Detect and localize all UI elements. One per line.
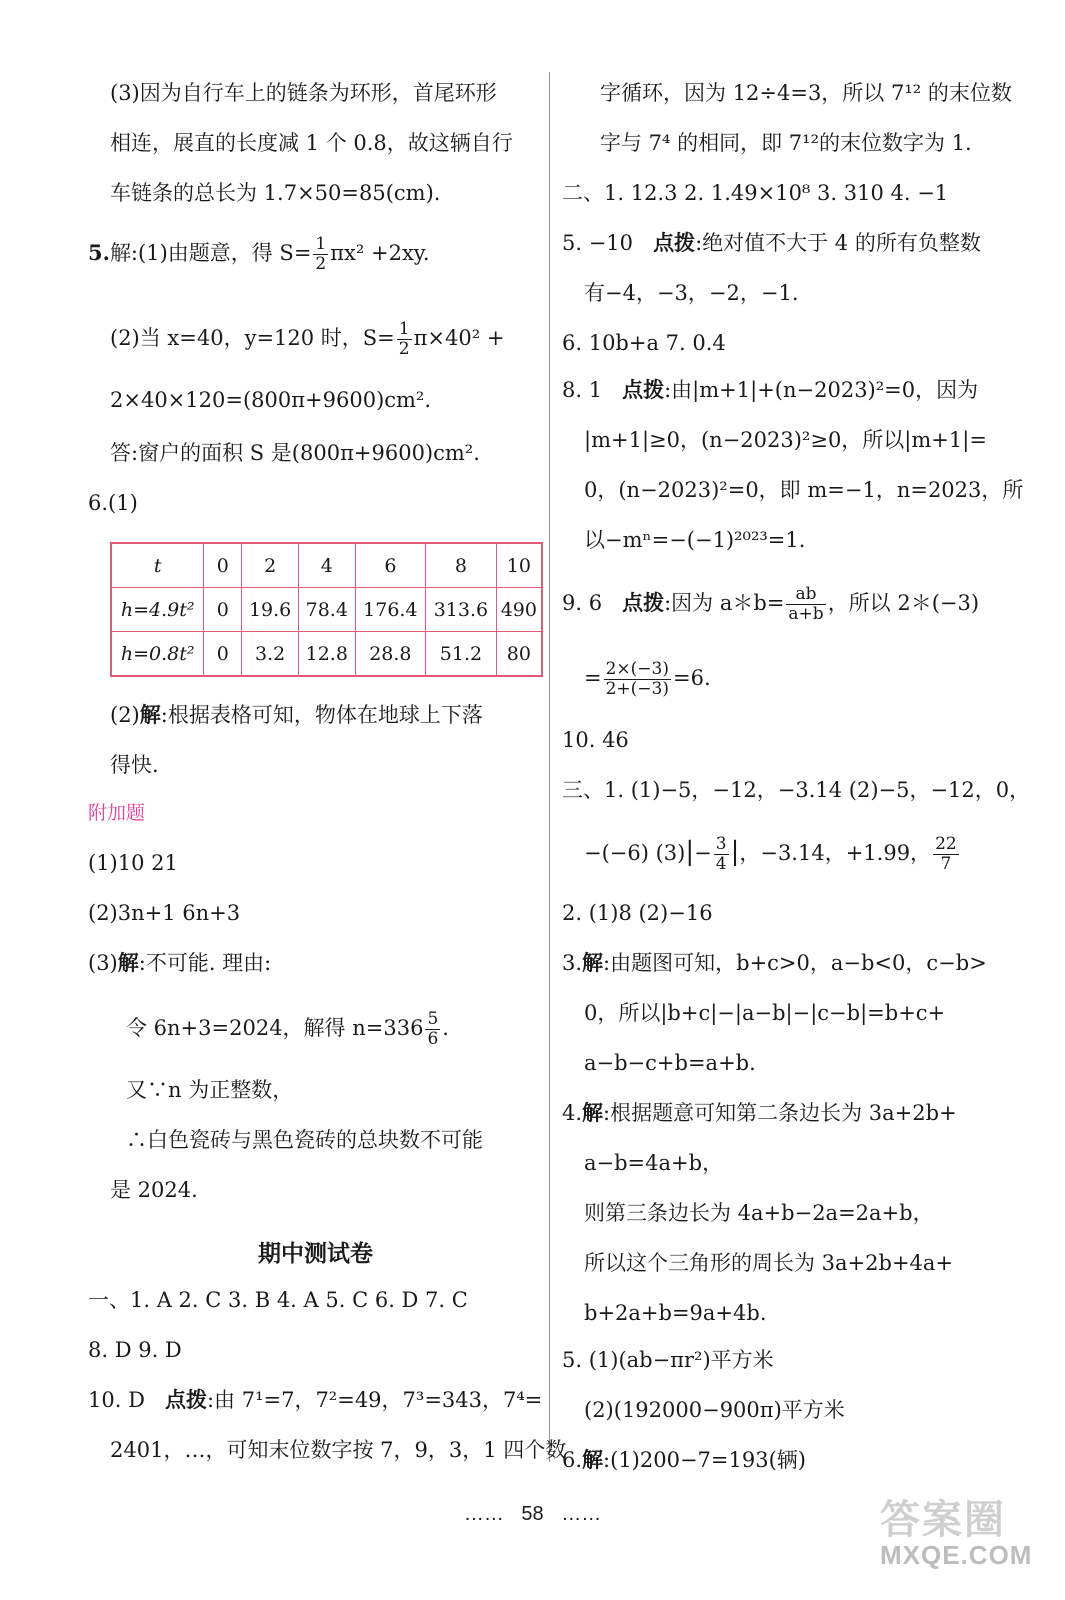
answer-5-line	[88, 235, 430, 274]
text-line: 又∵n 为正整数，	[126, 1078, 294, 1102]
text-line: 2×40×120=(800π+9600)cm².	[110, 388, 432, 412]
text-line: 0，所以|b+c|−|a−b|−|c−b|=b+c+	[584, 1001, 946, 1025]
text: 3.	[562, 951, 583, 975]
text-line: 有−4，−3，−2，−1.	[584, 281, 799, 305]
watermark-logo	[880, 1488, 1033, 1578]
fraction	[425, 1010, 440, 1049]
table-cell: 12.8	[298, 632, 355, 677]
table-cell: 4	[298, 543, 355, 588]
fraction	[933, 835, 959, 874]
text: ，−3.14，+1.99，	[739, 841, 932, 865]
table-row	[111, 632, 542, 677]
text-line: 5. (1)(ab−πr²)平方米	[562, 1348, 774, 1372]
text: (2)当 x=40，y=120 时，S=	[110, 326, 395, 350]
text-line: (2)(192000−900π)平方米	[584, 1398, 845, 1422]
text: (3)	[88, 951, 118, 975]
table-cell: 51.2	[426, 632, 497, 677]
table-cell: 176.4	[355, 588, 426, 632]
table-cell: 6	[355, 543, 426, 588]
hint-label: 点拨	[622, 590, 665, 615]
text-line: 2. (1)8 (2)−16	[562, 901, 713, 925]
table-cell: 80	[496, 632, 542, 677]
text-line: ∴白色瓷砖与黑色瓷砖的总块数不可能	[126, 1128, 483, 1152]
text-line: 相连，展直的长度减 1 个 0.8，故这辆自行	[110, 131, 513, 155]
table-cell: 2	[242, 543, 299, 588]
text-line: 答:窗户的面积 S 是(800π+9600)cm².	[110, 441, 480, 465]
text: 令 6n+3=2024，解得 n=336	[126, 1016, 424, 1040]
table-cell: h=4.9t²	[111, 588, 204, 632]
extra-section-title: 附加题	[88, 802, 146, 824]
text-line: −(−6) (3)|− $\frac{3}{4}$ |，−3.14，+1.99， $\frac{22}{7}$	[584, 834, 957, 874]
fraction	[714, 835, 729, 874]
denominator: a+b	[788, 604, 824, 624]
table-cell: 78.4	[298, 588, 355, 632]
table-cell: 3.2	[242, 632, 299, 677]
text-line: 是 2024.	[110, 1178, 198, 1202]
text-line	[88, 948, 271, 978]
page-number: 58	[521, 1503, 544, 1525]
text-line: b+2a+b=9a+4b.	[584, 1301, 767, 1325]
text: 6.	[562, 1448, 583, 1472]
solution-label: 解	[582, 1447, 604, 1472]
text-line	[110, 320, 504, 359]
text: π×40² +	[413, 326, 505, 350]
text-line: (3)因为自行车上的链条为环形，首尾环形	[110, 81, 497, 105]
text-line: 车链条的总长为 1.7×50=85(cm).	[110, 181, 441, 205]
text: 10. D	[88, 1388, 145, 1412]
column-divider	[549, 72, 550, 1462]
text-line: 则第三条边长为 4a+b−2a=2a+b，	[584, 1201, 934, 1225]
text: =	[584, 666, 602, 690]
table-row	[111, 588, 542, 632]
text: :根据表格可知，物体在地球上下落	[160, 703, 483, 727]
fraction	[786, 585, 825, 624]
text: 5. −10	[562, 231, 634, 255]
text-line: a−b=4a+b，	[584, 1151, 724, 1175]
table-cell: 490	[496, 588, 542, 632]
solution-label: 解	[582, 950, 604, 975]
text: 解:(1)由题意，得 S=	[109, 241, 312, 265]
text-line: 得快.	[110, 753, 159, 777]
dots: ……	[561, 1503, 602, 1525]
text-line	[110, 700, 483, 730]
text: 4.	[562, 1101, 583, 1125]
text: :因为 a＊b=	[664, 591, 785, 615]
denominator: 7	[940, 854, 952, 874]
text: (2)	[110, 703, 140, 727]
item-number: 5.	[88, 240, 110, 265]
numerator: 3	[715, 834, 727, 854]
text-line: a−b−c+b=a+b.	[584, 1051, 756, 1075]
hint-label: 点拨	[622, 377, 665, 402]
numerator: 2×(−3)	[605, 659, 669, 679]
text-line: 字循环，因为 12÷4=3，所以 7¹² 的末位数	[600, 81, 1012, 105]
text: −(−6) (3)	[584, 841, 686, 865]
text: :不可能. 理由:	[138, 951, 272, 975]
text: ，所以 2＊(−3)	[827, 591, 980, 615]
text-line	[562, 948, 987, 978]
fraction	[604, 660, 671, 699]
text-line: 8. D 9. D	[88, 1338, 182, 1362]
denominator: 2	[398, 339, 410, 359]
text-line	[562, 228, 981, 258]
text-line	[584, 660, 711, 699]
table-cell: 0	[204, 588, 242, 632]
hint-label: 点拨	[164, 1387, 207, 1412]
table-row	[111, 543, 542, 588]
numerator: ab	[786, 585, 825, 605]
text-line: 以−mⁿ=−(−1)²⁰²³=1.	[584, 528, 806, 552]
text-line: 10. 46	[562, 728, 629, 752]
text-line: (1)10 21	[88, 851, 178, 875]
dots: ……	[463, 1503, 504, 1525]
text: :由题图可知，b+c>0，a−b<0，c−b>	[603, 951, 987, 975]
table-cell: 19.6	[242, 588, 299, 632]
text-line	[562, 1098, 957, 1128]
table-cell: h=0.8t²	[111, 632, 204, 677]
data-table	[110, 542, 543, 677]
denominator: 2+(−3)	[605, 679, 669, 699]
text-line	[562, 1445, 806, 1475]
text: 9. 6	[562, 591, 603, 615]
text: :根据题意可知第二条边长为 3a+2b+	[603, 1101, 957, 1125]
denominator: 2	[315, 254, 327, 274]
text-line: (2)3n+1 6n+3	[88, 901, 241, 925]
text-line	[562, 375, 978, 405]
watermark-url: MXQE.COM	[880, 1540, 1033, 1570]
fraction	[313, 235, 328, 274]
table-cell: 0	[204, 632, 242, 677]
watermark-text: 答案圈	[880, 1498, 1006, 1542]
numerator: 5	[427, 1009, 439, 1029]
text: =6.	[673, 666, 711, 690]
denominator: 6	[427, 1029, 439, 1049]
table-cell: 8	[426, 543, 497, 588]
numerator: 22	[935, 834, 957, 854]
text-line: 二、1. 12.3 2. 1.49×10⁸ 3. 310 4. −1	[562, 181, 949, 205]
text: :由|m+1|+(n−2023)²=0，因为	[664, 378, 979, 402]
table-cell: 10	[496, 543, 542, 588]
text: πx² +2xy.	[330, 241, 430, 265]
text-line	[562, 585, 979, 624]
solution-label: 解	[582, 1100, 604, 1125]
text-line: 令 6n+3=2024，解得 n=336 $\frac{5}{6}$ .	[126, 1009, 449, 1049]
fraction	[397, 320, 412, 359]
table-cell: 313.6	[426, 588, 497, 632]
numerator: 1	[398, 319, 410, 339]
text: :绝对值不大于 4 的所有负整数	[695, 231, 981, 255]
table-cell: 0	[204, 543, 242, 588]
text-line: 三、1. (1)−5，−12，−3.14 (2)−5，−12，0，	[562, 778, 1031, 802]
table-cell: t	[111, 543, 204, 588]
section-heading: 期中测试卷	[258, 1240, 373, 1267]
text-line: 字与 7⁴ 的相同，即 7¹²的末位数字为 1.	[600, 131, 972, 155]
text-line: 所以这个三角形的周长为 3a+2b+4a+	[584, 1251, 954, 1275]
text: 8. 1	[562, 378, 603, 402]
text-line: 6.(1)	[88, 491, 138, 515]
text-line: 2401，…，可知末位数字按 7，9，3，1 四个数	[110, 1438, 567, 1462]
solution-label: 解	[117, 950, 139, 975]
text-line: 一、1. A 2. C 3. B 4. A 5. C 6. D 7. C	[88, 1288, 468, 1312]
solution-label: 解	[139, 702, 161, 727]
text-line: 6. 10b+a 7. 0.4	[562, 331, 726, 355]
text: :由 7¹=7，7²=49，7³=343，7⁴=	[206, 1388, 543, 1412]
denominator: 4	[715, 854, 727, 874]
text-line: 0，(n−2023)²=0，即 m=−1，n=2023，所	[584, 478, 1024, 502]
text-line	[88, 1385, 542, 1415]
text: :(1)200−7=193(辆)	[603, 1448, 806, 1472]
text-line: |m+1|≥0，(n−2023)²≥0，所以|m+1|=	[584, 428, 987, 452]
table-cell: 28.8	[355, 632, 426, 677]
hint-label: 点拨	[653, 230, 696, 255]
numerator: 1	[315, 234, 327, 254]
